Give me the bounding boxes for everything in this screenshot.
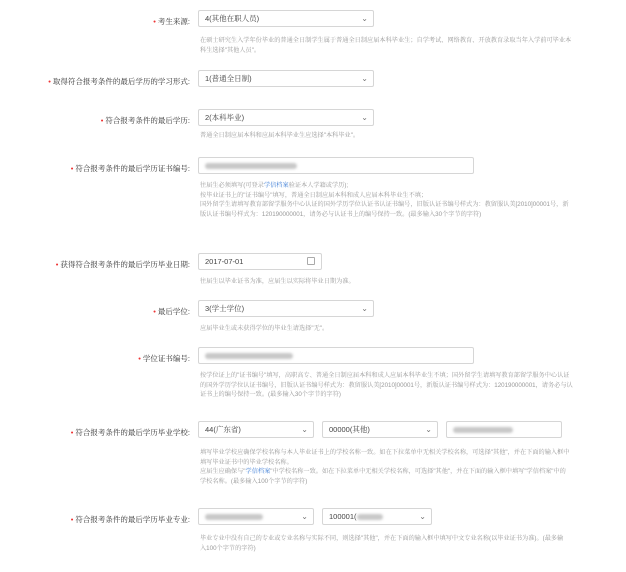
major-hint: 毕业专业中没有自己的专业或专业名称与实际不同，则选择"其他"，并在下面的输入框中填写中文专业名称(以毕业证书为准)。(最多输入100个字节的字符) [200, 535, 564, 552]
xuexin-link[interactable]: 学信档案 [245, 468, 271, 475]
required-marker: • [70, 515, 74, 524]
grad-date-hint: 往届生以毕业证书为准，应届生以实际将毕业日期为准。 [200, 278, 355, 285]
school-value: 00000(其他) [329, 425, 370, 434]
source-label [153, 16, 190, 27]
chevron-down-icon: ⌄ [361, 113, 368, 122]
study-form-label-text: 取得符合报考条件的最后学历的学习形式: [52, 77, 190, 86]
major-category-select[interactable] [198, 508, 314, 525]
chevron-down-icon: ⌄ [425, 425, 432, 434]
required-marker: • [138, 354, 141, 363]
degree-cert-hint: 按学位证上的"证书编号"填写，高职高专、普通全日制应届本科和成人应届本科毕业生不填；国外留学生请填写教育部留学服务中心认证的国外学历学位认证书编号，旧版认证书编号样式为：教留服认美[2010]00001号，新版认证书编号样式为：120190000001，请务必与认证书上的编号保持一致。(最多输入30个字节的字符) [200, 372, 573, 398]
degree-cert-label [138, 353, 190, 364]
xuexin-link[interactable]: 学信档案 [263, 182, 289, 189]
last-degree-label [153, 306, 190, 317]
major-label [71, 514, 190, 525]
grad-date-label [56, 259, 190, 270]
chevron-down-icon: ⌄ [361, 14, 368, 23]
required-marker: • [48, 77, 51, 86]
last-degree-level-label [101, 115, 190, 126]
cert-number-label [71, 163, 190, 174]
redacted-value [357, 514, 383, 520]
redacted-value [205, 163, 297, 169]
school-name-input[interactable] [446, 421, 562, 438]
redacted-value [205, 353, 293, 359]
source-select[interactable] [198, 10, 374, 27]
cert-hint-line2: 按毕业证书上的"证书编号"填写，普通全日制应届本科和成人应届本科毕业生不填； [200, 191, 428, 199]
school-hint-suffix: "中学校名称一致。如在下拉菜单中无相关学校名称，可选择"其他"，并在下面的输入框中填写"学信档案"中的学校名称。(最多输入100个字节的字符) [200, 468, 566, 485]
cert-number-label-text: 符合报考条件的最后学历证书编号: [75, 164, 190, 173]
last-degree-select[interactable] [198, 300, 374, 317]
study-form-select[interactable] [198, 70, 374, 87]
chevron-down-icon: ⌄ [419, 512, 426, 521]
redacted-value [453, 427, 513, 433]
last-degree-label-text: 最后学位: [157, 307, 190, 316]
chevron-down-icon: ⌄ [301, 425, 308, 434]
required-marker: • [100, 116, 104, 125]
major-code-value: 100001( [329, 512, 357, 521]
required-marker: • [55, 260, 59, 269]
cert-hint-line3: 国外留学生请填写教育部留学服务中心认证的国外学历学位认证书认证书编号，旧版认证书编号样式为：教留服认美[2010]00001号，新版认证书编号样式为：120190000001，请务必与认证书上的编号保持一致。(最多输入30个字节的字符) [200, 201, 569, 218]
school-hint-prefix: 应届生应确保与" [200, 468, 246, 475]
last-degree-level-select[interactable] [198, 109, 374, 126]
degree-cert-label-text: 学位证书编号: [142, 354, 190, 363]
province-value: 44(广东省) [205, 425, 241, 434]
school-hint [200, 448, 570, 486]
last-degree-level-value: 2(本科毕业) [205, 113, 245, 122]
grad-date-value: 2017-07-01 [205, 257, 244, 266]
grad-date-label-text: 获得符合报考条件的最后学历毕业日期: [60, 260, 190, 269]
last-degree-value: 3(学士学位) [205, 304, 245, 313]
last-degree-hint: 应届毕业生或未获得学位的毕业生请选择"无"。 [200, 325, 329, 332]
major-label-text: 符合报考条件的最后学历毕业专业: [75, 515, 190, 524]
school-label [71, 427, 190, 438]
province-select[interactable] [198, 421, 314, 438]
cert-hint-suffix: 验证本人学籍或学历); [288, 182, 349, 189]
required-marker: • [153, 307, 156, 316]
cert-number-input[interactable] [198, 157, 474, 174]
source-label-text: 考生来源: [157, 17, 190, 26]
grad-date-input[interactable] [198, 253, 322, 270]
required-marker: • [70, 428, 74, 437]
school-select[interactable] [322, 421, 438, 438]
school-label-text: 符合报考条件的最后学历毕业学校: [75, 428, 190, 437]
study-form-value: 1(普通全日制) [205, 74, 252, 83]
calendar-icon[interactable] [307, 257, 315, 265]
last-degree-level-hint: 普通全日制应届本科和应届本科毕业生应选择"本科毕业"。 [200, 132, 360, 139]
source-value: 4(其他在职人员) [205, 14, 260, 23]
redacted-value [205, 514, 263, 520]
required-marker: • [70, 164, 74, 173]
chevron-down-icon: ⌄ [361, 304, 368, 313]
study-form-label [48, 76, 190, 87]
last-degree-level-label-text: 符合报考条件的最后学历: [105, 116, 190, 125]
cert-number-hint [200, 181, 570, 219]
source-hint: 在硕士研究生入学年份毕业的普通全日制学生属于普通全日制应届本科毕业生；自学考试、网络教育、开放教育录取当年入学前可毕业本科生选择"其他人员"。 [200, 37, 572, 54]
cert-hint-prefix: 往届生必须填写(可登录 [200, 182, 264, 189]
chevron-down-icon: ⌄ [301, 512, 308, 521]
required-marker: • [153, 17, 156, 26]
chevron-down-icon: ⌄ [361, 74, 368, 83]
degree-cert-input[interactable] [198, 347, 474, 364]
major-select[interactable] [322, 508, 432, 525]
school-hint-line1: 填写毕业学校应确保学校名称与本人毕业证书上的学校名称一致。如在下拉菜单中无相关学校名称，可选择"其他"，并在下面的输入框中填写毕业证书中的毕业学校名称。 [200, 449, 570, 466]
